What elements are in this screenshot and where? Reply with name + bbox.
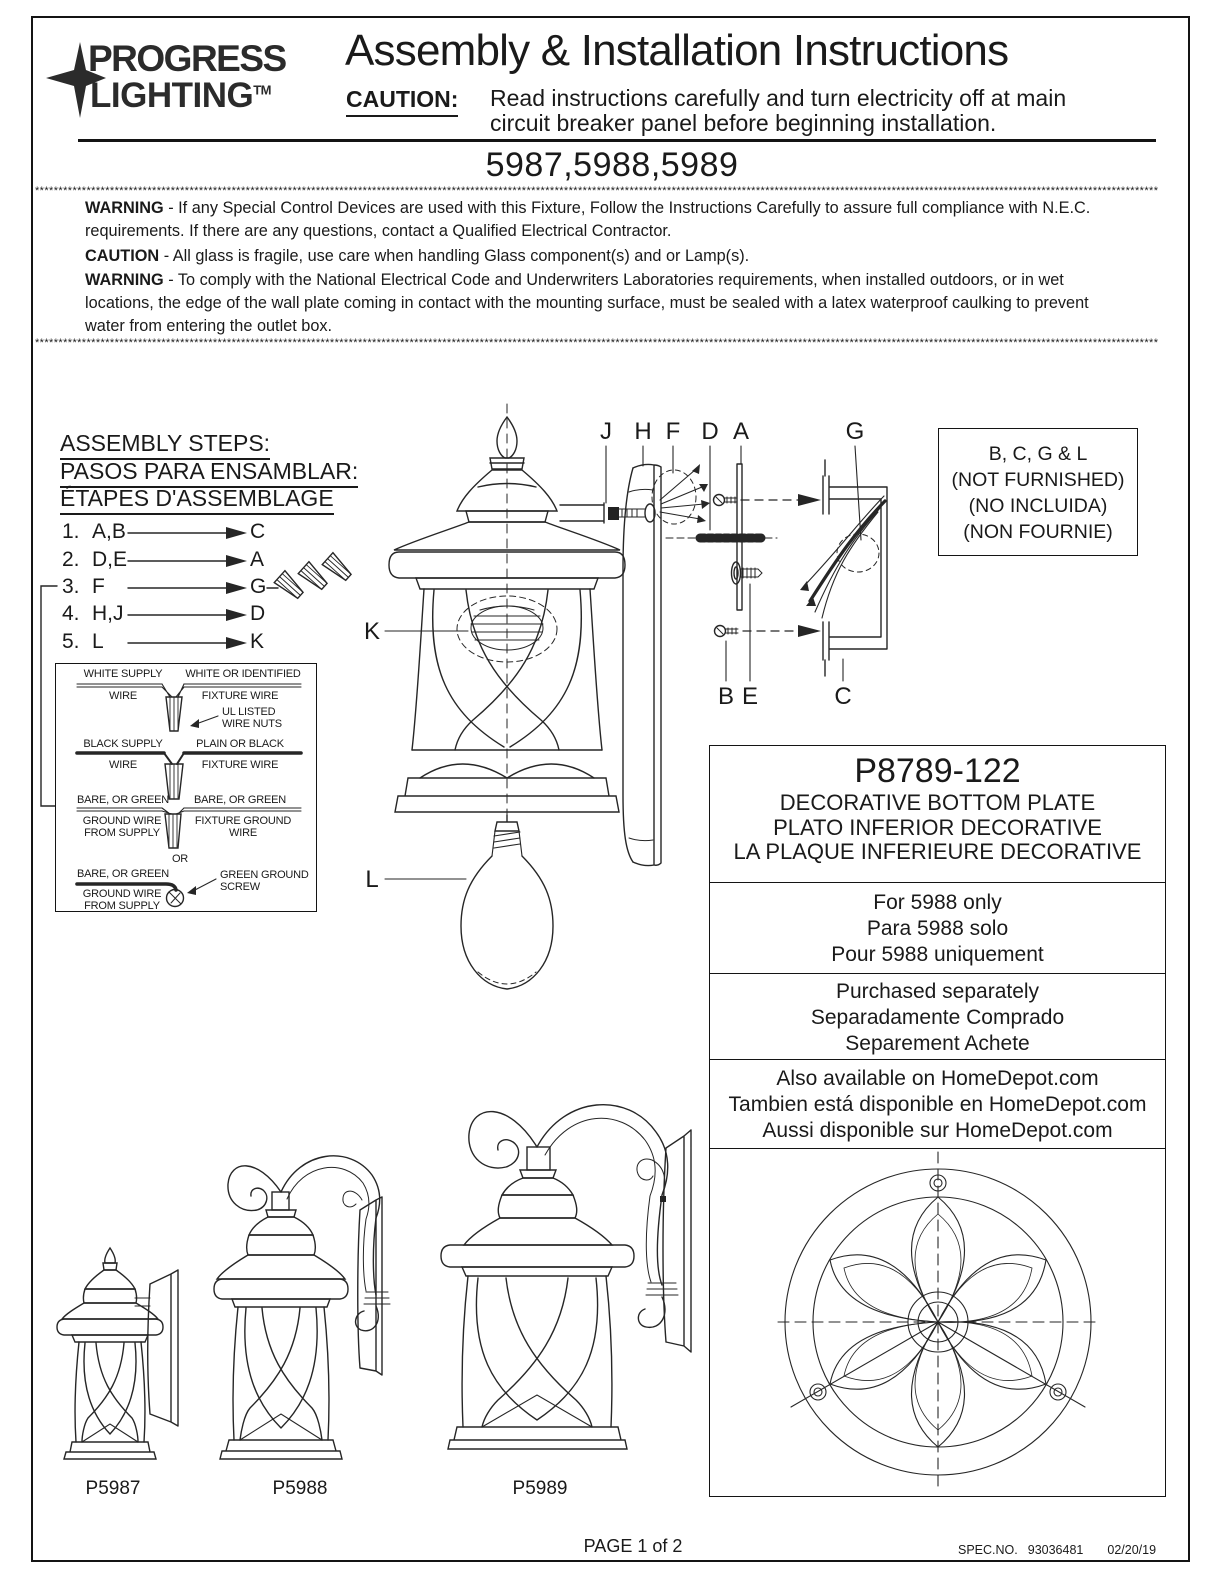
assembly-step-2 [62,548,127,572]
callout-e: E [741,683,759,710]
wire-label: BARE, OR GREEN [194,794,286,806]
model-label-p5987: P5987 [85,1478,141,1499]
plate-for-es: Para 5988 solo [866,917,1009,940]
nf-line-4: (NON FOURNIE) [963,521,1113,543]
wire-or-label: OR [171,853,189,865]
header-rule [78,139,1156,142]
wire-note: SCREW [220,881,260,893]
plate-header-row [710,746,1165,882]
step-parts: D,E [92,548,128,571]
spec-value: 93036481 [1027,1543,1084,1557]
callout-b: B [717,683,735,710]
spec-date: 02/20/19 [1107,1543,1157,1557]
plate-purchase-row [710,973,1165,1059]
brand-name: PROGRESS [88,38,286,79]
step-number: 1. [62,520,80,543]
plate-drawing-cell [710,1148,1165,1498]
wire-label: FROM SUPPLY [84,900,160,912]
wire-label: BARE, OR GREEN [77,868,169,880]
step-target-2: A [250,548,265,571]
page-number: PAGE 1 of 2 [583,1536,683,1556]
nf-line-1: B, C, G & L [988,443,1088,465]
spec-number-line [958,1543,1156,1557]
step-number: 4. [62,602,80,625]
plate-avail-es: Tambien está disponible en HomeDepot.com [728,1093,1147,1116]
plate-avail-fr: Aussi disponible sur HomeDepot.com [762,1119,1113,1142]
step-parts: L [92,630,104,653]
callout-f: F [665,418,681,445]
step-number: 2. [62,548,80,571]
assembly-heading-fr: ÉTAPES D'ASSEMBLAGE [60,485,334,515]
assembly-heading-en: ASSEMBLY STEPS: [60,430,270,460]
notice-text: requirements. If there are any questions, contact a Qualified Electrical Contractor. [85,222,672,240]
notice-line [85,247,749,266]
spec-label: SPEC.NO. [958,1543,1018,1557]
wire-note: GREEN GROUND [220,869,309,881]
plate-purchase-en: Purchased separately [835,980,1040,1003]
notice-bold: CAUTION [85,247,160,265]
wire-label: PLAIN OR BLACK [196,738,284,750]
notice-text: - To comply with the National Electrical Code and Underwriters Laboratories requirements, when installed outdoors, or in wet [163,271,1064,289]
page-title: Assembly & Installation Instructions [345,26,1009,75]
plate-availability-row [710,1059,1165,1148]
plate-avail-en: Also available on HomeDepot.com [776,1067,1099,1090]
trademark-symbol: TM [253,82,271,98]
callout-d: D [701,418,719,445]
step-parts: A,B [92,520,126,543]
step-target-1: C [250,520,266,543]
wire-label: FIXTURE WIRE [201,690,279,702]
notice-bold: WARNING [85,199,164,217]
nf-line-3: (NO INCLUIDA) [968,495,1108,517]
wire-label: BLACK SUPPLY [83,738,163,750]
notice-bold: WARNING [85,271,164,289]
assembly-step-5 [62,630,104,654]
step-number: 3. [62,575,80,598]
step-parts: F [92,575,105,598]
plate-for-fr: Pour 5988 uniquement [831,943,1044,966]
asterisk-divider-bottom: ************************************************************************************************************************************************************************************************************************************************ [35,337,1159,349]
callout-g: G [845,418,865,445]
wire-label: BARE, OR GREEN [77,794,169,806]
notice-text: - All glass is fragile, use care when handling Glass component(s) and or Lamp(s). [159,247,750,265]
wire-label: GROUND WIRE [82,888,162,900]
wire-label: WHITE OR IDENTIFIED [185,668,301,680]
wire-label: FIXTURE GROUND [194,815,292,827]
callout-a: A [732,418,750,445]
not-furnished-box [938,428,1138,556]
brand-lighting: LIGHTING [90,76,254,115]
notice-text: locations, the edge of the wall plate coming in contact with the mounting surface, must be sealed with a latex waterproof caulking to prevent [85,294,1089,312]
notice-line [85,271,1064,290]
step-parts: H,J [92,602,124,625]
callout-h: H [634,418,652,445]
plate-purchase-fr: Separement Achete [845,1032,1030,1055]
plate-part-number: P8789-122 [854,752,1021,790]
step-target-4: D [250,602,266,625]
assembly-heading-es: PASOS PARA ENSAMBLAR: [60,458,358,488]
plate-for-row [710,882,1165,973]
assembly-step-1 [62,520,126,544]
bottom-plate-table [709,745,1166,1497]
plate-name-fr: LA PLAQUE INFERIEURE DECORATIVE [733,839,1142,864]
caution-line-1: Read instructions carefully and turn electricity off at main [490,85,1067,111]
wire-label: WIRE [109,690,137,702]
wire-label: WIRE [229,827,257,839]
caution-label: CAUTION: [346,86,458,117]
wire-label: FIXTURE WIRE [201,759,279,771]
plate-name-es: PLATO INFERIOR DECORATIVE [773,814,1102,840]
callout-c: C [834,683,852,710]
callout-l: L [365,866,379,893]
plate-name-en: DECORATIVE BOTTOM PLATE [779,790,1096,815]
assembly-step-4 [62,602,124,626]
model-label-p5989: P5989 [512,1478,568,1499]
step-target-3: G [250,575,267,598]
notice-line [85,294,1089,313]
model-label-p5988: P5988 [272,1478,328,1499]
notice-text: water from entering the outlet box. [85,317,333,335]
callout-k: K [363,618,381,645]
plate-for-en: For 5988 only [873,891,1002,914]
assembly-step-3 [62,575,105,599]
wire-label: WIRE [109,759,137,771]
step-target-5: K [250,630,265,653]
nf-line-2: (NOT FURNISHED) [951,469,1125,491]
wire-label: FROM SUPPLY [84,827,160,839]
brand-name-2 [90,76,271,116]
notice-line [85,199,1090,218]
notice-line [85,222,671,241]
callout-j: J [600,418,612,445]
step-number: 5. [62,630,80,653]
caution-line-2: circuit breaker panel before beginning installation. [490,110,997,136]
notice-line [85,317,332,336]
wire-note: WIRE NUTS [222,718,282,730]
wire-label: GROUND WIRE [82,815,162,827]
wire-label: WHITE SUPPLY [83,668,163,680]
asterisk-divider-top: ************************************************************************************************************************************************************************************************************************************************ [35,185,1159,197]
model-numbers-title: 5987,5988,5989 [485,146,739,184]
wire-note: UL LISTED [222,706,276,718]
notice-text: - If any Special Control Devices are used with this Fixture, Follow the Instructions Carefully to assure full compliance with N.E.C. [163,199,1091,217]
plate-purchase-es: Separadamente Comprado [810,1006,1065,1029]
